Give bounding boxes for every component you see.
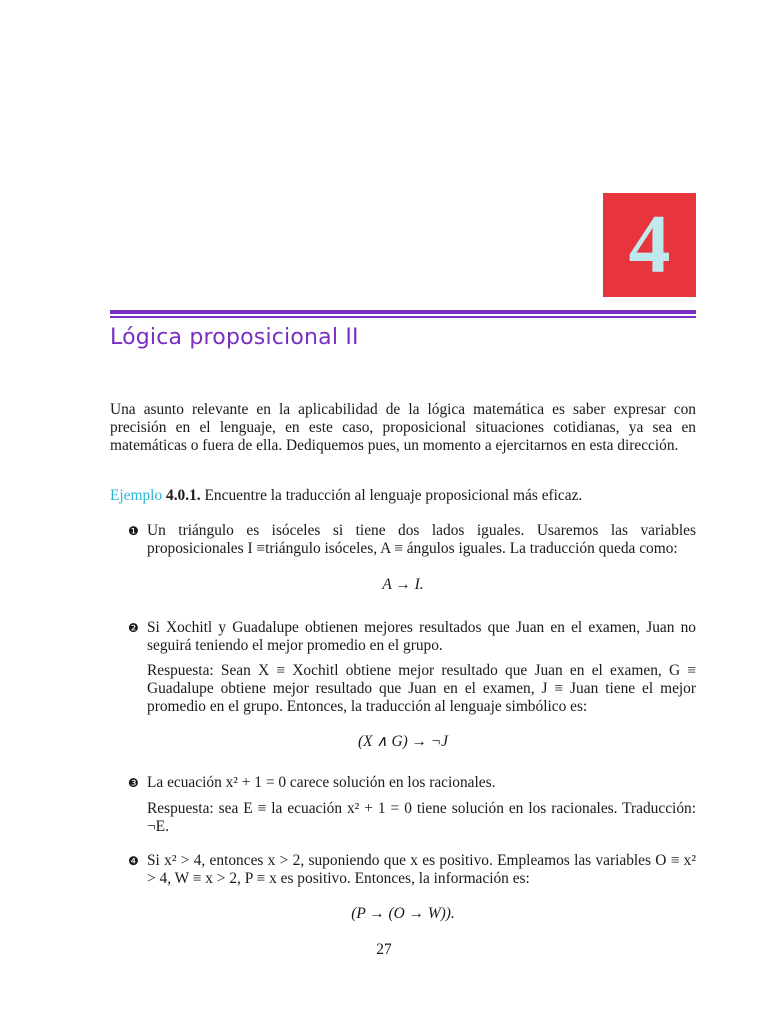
item-1-formula: A → I. xyxy=(382,576,424,593)
item-2-formula: (X ∧ G) → ¬J xyxy=(357,733,449,750)
page-number: 27 xyxy=(376,941,392,958)
bullet-3-icon: ❸ xyxy=(128,776,139,790)
chapter-rule-thick xyxy=(110,310,696,314)
example-number: 4.0.1. xyxy=(166,487,201,504)
chapter-number-box xyxy=(603,193,696,297)
item-2-answer: Respuesta: Sean X ≡ Xochitl obtiene mejor resultado que Juan en el examen, G ≡ Guadalupe obtiene mejor resultado que Juan en el examen, J ≡ Juan tiene el mejor promedio en el grupo. Entonces, la traducción al lenguaje simbólico es: xyxy=(147,662,696,715)
item-3-answer: Respuesta: sea E ≡ la ecuación x² + 1 = 0 tiene solución en los racionales. Traducción: ¬E. xyxy=(147,800,696,835)
bullet-2-icon: ❷ xyxy=(128,621,139,635)
example-text: Encuentre la traducción al lenguaje proposicional más eficaz. xyxy=(204,487,583,504)
example-heading xyxy=(110,487,696,505)
item-1-text: Un triángulo es isóceles si tiene dos lados iguales. Usaremos las variables proposicionales I ≡triángulo isóceles, A ≡ ángulos iguales. La traducción queda como: xyxy=(147,522,696,557)
bullet-4-icon: ❹ xyxy=(128,854,139,868)
bullet-1-icon: ❶ xyxy=(128,524,139,538)
item-4-text: Si x² > 4, entonces x > 2, suponiendo que x es positivo. Empleamos las variables O ≡ x² > 4, W ≡ x > 2, P ≡ x es positivo. Entonces, la información es: xyxy=(147,852,696,887)
item-4-formula: (P → (O → W)). xyxy=(351,905,455,922)
chapter-title: Lógica proposicional II xyxy=(110,325,359,350)
item-2-text: Si Xochitl y Guadalupe obtienen mejores resultados que Juan en el examen, Juan no seguirá teniendo el mejor promedio en el grupo. xyxy=(147,619,696,654)
intro-paragraph: Una asunto relevante en la aplicabilidad de la lógica matemática es saber expresar con precisión en el lenguaje, en este caso, proposicional situaciones cotidianas, ya sea en matemáticas o fuera de ella. Dediquemos pues, un momento a ejercitarnos en esta dirección. xyxy=(110,401,696,454)
chapter-number: 4 xyxy=(628,198,671,291)
example-label: Ejemplo xyxy=(110,487,163,504)
chapter-rule-thin xyxy=(110,316,696,318)
item-3-text: La ecuación x² + 1 = 0 carece solución en los racionales. xyxy=(147,774,496,791)
